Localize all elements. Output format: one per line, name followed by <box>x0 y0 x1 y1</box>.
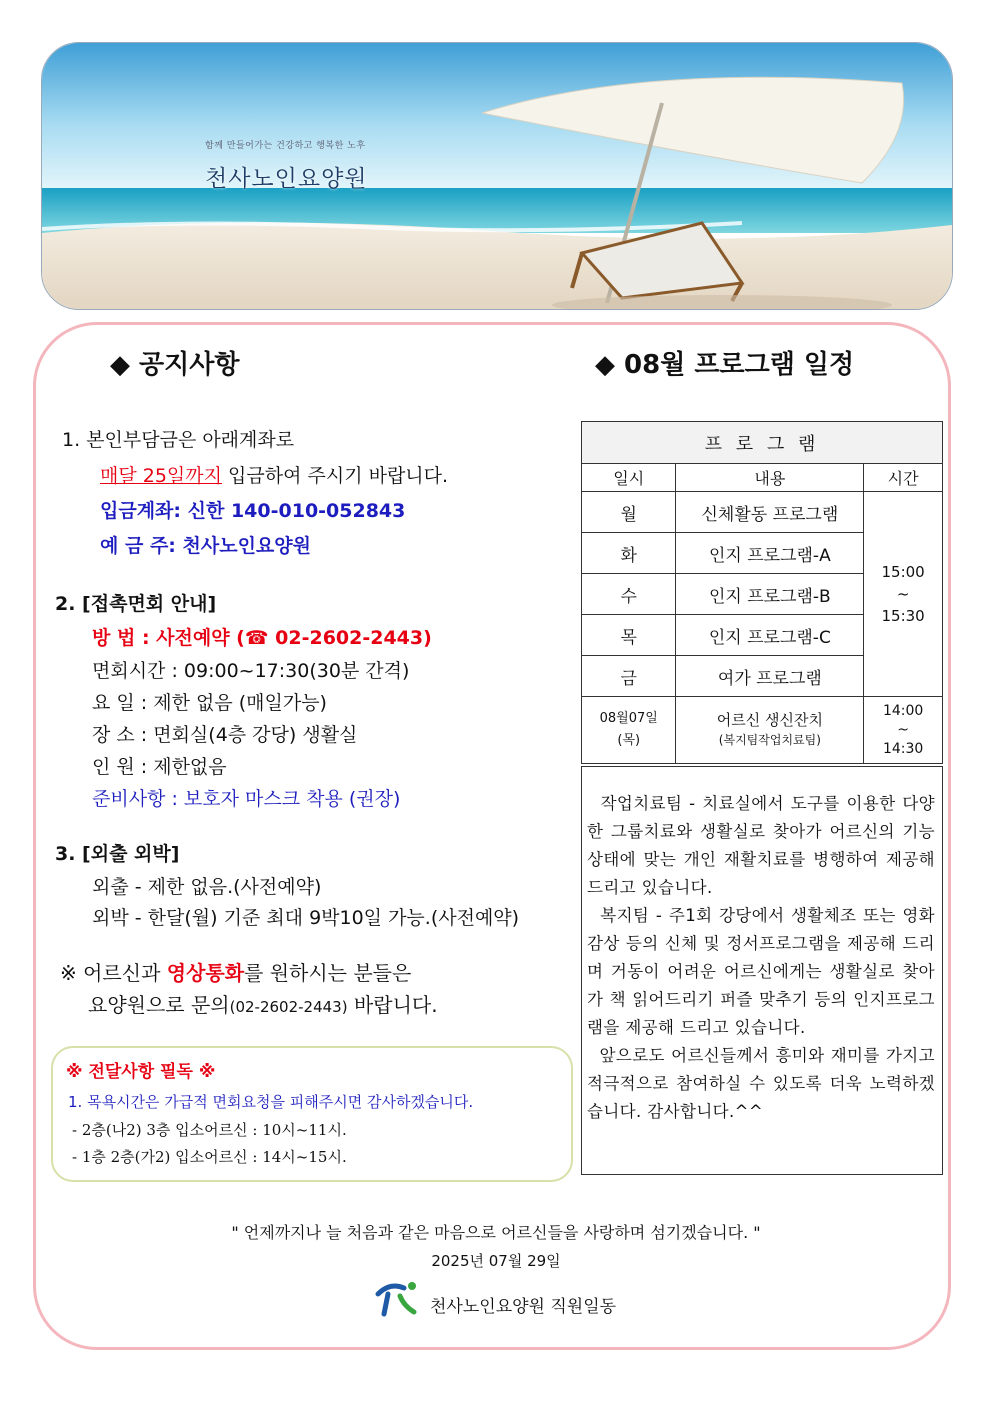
video-contact: 요양원으로 문의 <box>88 993 230 1017</box>
overnight-rule: 외박 - 한달(월) 기준 최대 9박10일 가능.(사전예약) <box>92 907 520 929</box>
video-highlight: 영상통화 <box>166 961 245 985</box>
notice-line1: 1. 목욕시간은 가급적 면회요청을 피해주시면 감사하겠습니다. <box>68 1093 474 1111</box>
payment-deadline-rest: 입금하여 주시기 바랍니다. <box>222 465 449 487</box>
video-phone: (02-2602-2443) <box>229 998 348 1016</box>
visit-prep: 준비사항 : 보호자 마스크 착용 (권장) <box>92 788 401 810</box>
notice-line3: - 1층 2층(가2) 입소어르신 : 14시~15시. <box>72 1148 347 1166</box>
table-row-program: 신체활동 프로그램 <box>676 492 864 533</box>
schedule-heading: ◆ 08월 프로그램 일정 <box>595 350 855 380</box>
special-date-cell <box>582 697 676 764</box>
bank-account: 입금계좌: 신한 140-010-052843 <box>100 500 406 522</box>
special-time-end: 14:30 <box>882 740 924 757</box>
organization-logo <box>374 1278 422 1322</box>
payment-deadline: 매달 25일까지 <box>100 465 222 487</box>
issue-date: 2025년 07월 29일 <box>431 1252 561 1270</box>
table-row-day: 금 <box>582 656 676 697</box>
banner-title: 천사노인요양원 <box>205 166 368 192</box>
table-row-day: 목 <box>582 615 676 656</box>
video-end: 바랍니다. <box>347 993 438 1017</box>
payment-deadline-line <box>100 467 448 486</box>
notice-title: ※ 전달사항 필독 ※ <box>66 1062 216 1082</box>
table-row-day: 월 <box>582 492 676 533</box>
table-row-program: 인지 프로그램-B <box>676 574 864 615</box>
closing-quote: " 언제까지나 늘 처음과 같은 마음으로 어르신들을 사랑하며 섬기겠습니다. " <box>231 1223 761 1242</box>
table-row-program: 여가 프로그램 <box>676 656 864 697</box>
visit-place: 장 소 : 면회실(4층 강당) 생활실 <box>92 724 358 746</box>
banner-slogan: 함께 만들어가는 건강하고 행복한 노후 <box>205 141 366 151</box>
special-time-sep: ~ <box>897 721 909 738</box>
video-pre: ※ 어르신과 <box>60 961 167 985</box>
special-program-cell <box>676 697 864 764</box>
description-closing: 앞으로도 어르신들께서 흥미와 재미를 가지고 적극적으로 참여하실 수 있도록 더욱 노력하겠습니다. 감사합니다.^^ <box>587 1046 941 1121</box>
description-ot: 작업치료팀 - 치료실에서 도구를 이용한 다양한 그룹치료와 생활실로 찾아가 어르신의 기능 상태에 맞는 개인 재활치료를 병행하여 제공해 드리고 있습니다. <box>587 794 941 897</box>
special-time-start: 14:00 <box>882 702 924 719</box>
payment-intro: 1. 본인부담금은 아래계좌로 <box>62 429 295 451</box>
outing-rule: 외출 - 제한 없음.(사전예약) <box>92 876 322 898</box>
special-date: 08월07일 <box>599 711 658 726</box>
notice-line2: - 2층(나2) 3층 입소어르신 : 10시~11시. <box>72 1121 347 1139</box>
weekly-time-start: 15:00 <box>881 563 925 581</box>
notice-heading: ◆ 공지사항 <box>110 350 240 380</box>
special-team: (복지팀작업치료팀) <box>718 733 821 747</box>
special-program: 어르신 생신잔치 <box>716 711 823 729</box>
table-row-day: 수 <box>582 574 676 615</box>
program-description <box>587 790 941 1126</box>
weekly-time-end: 15:30 <box>881 607 925 625</box>
outing-title: 3. [외출 외박] <box>55 843 180 865</box>
visit-time: 면회시간 : 09:00~17:30(30분 간격) <box>92 660 410 682</box>
visit-method: 방 법 : 사전예약 (☎ 02-2602-2443) <box>92 627 432 649</box>
weekly-time <box>864 492 943 697</box>
weekly-time-sep: ~ <box>896 585 910 603</box>
visit-day: 요 일 : 제한 없음 (매일가능) <box>92 692 327 714</box>
header-date: 일시 <box>582 464 676 492</box>
table-title: 프 로 그 램 <box>582 422 943 464</box>
header-banner <box>41 42 953 310</box>
special-time-cell <box>864 697 943 764</box>
video-post: 를 원하시는 분들은 <box>244 961 412 985</box>
table-row-program: 인지 프로그램-C <box>676 615 864 656</box>
visit-title: 2. [접촉면회 안내] <box>55 593 217 615</box>
video-call-line2 <box>88 995 438 1015</box>
special-weekday: (목) <box>617 733 641 748</box>
video-call-line1 <box>60 963 411 983</box>
description-welfare: 복지팀 - 주1회 강당에서 생활체조 또는 영화감상 등의 신체 및 정서프로그램을 제공해 드리며 거동이 어려운 어르신에게는 생활실로 찾아가 책 읽어드리기 퍼즐 맞추기 등의 인지프로그램을 제공해 드리고 있습니다. <box>587 906 935 1037</box>
header-time: 시간 <box>864 464 943 492</box>
table-row-day: 화 <box>582 533 676 574</box>
program-table <box>581 421 943 764</box>
visit-people: 인 원 : 제한없음 <box>92 756 227 778</box>
account-holder: 예 금 주: 천사노인요양원 <box>100 535 311 557</box>
header-content: 내용 <box>676 464 864 492</box>
table-row-program: 인지 프로그램-A <box>676 533 864 574</box>
organization-signature: 천사노인요양원 직원일동 <box>430 1297 617 1317</box>
beach-umbrella-image <box>42 43 952 309</box>
